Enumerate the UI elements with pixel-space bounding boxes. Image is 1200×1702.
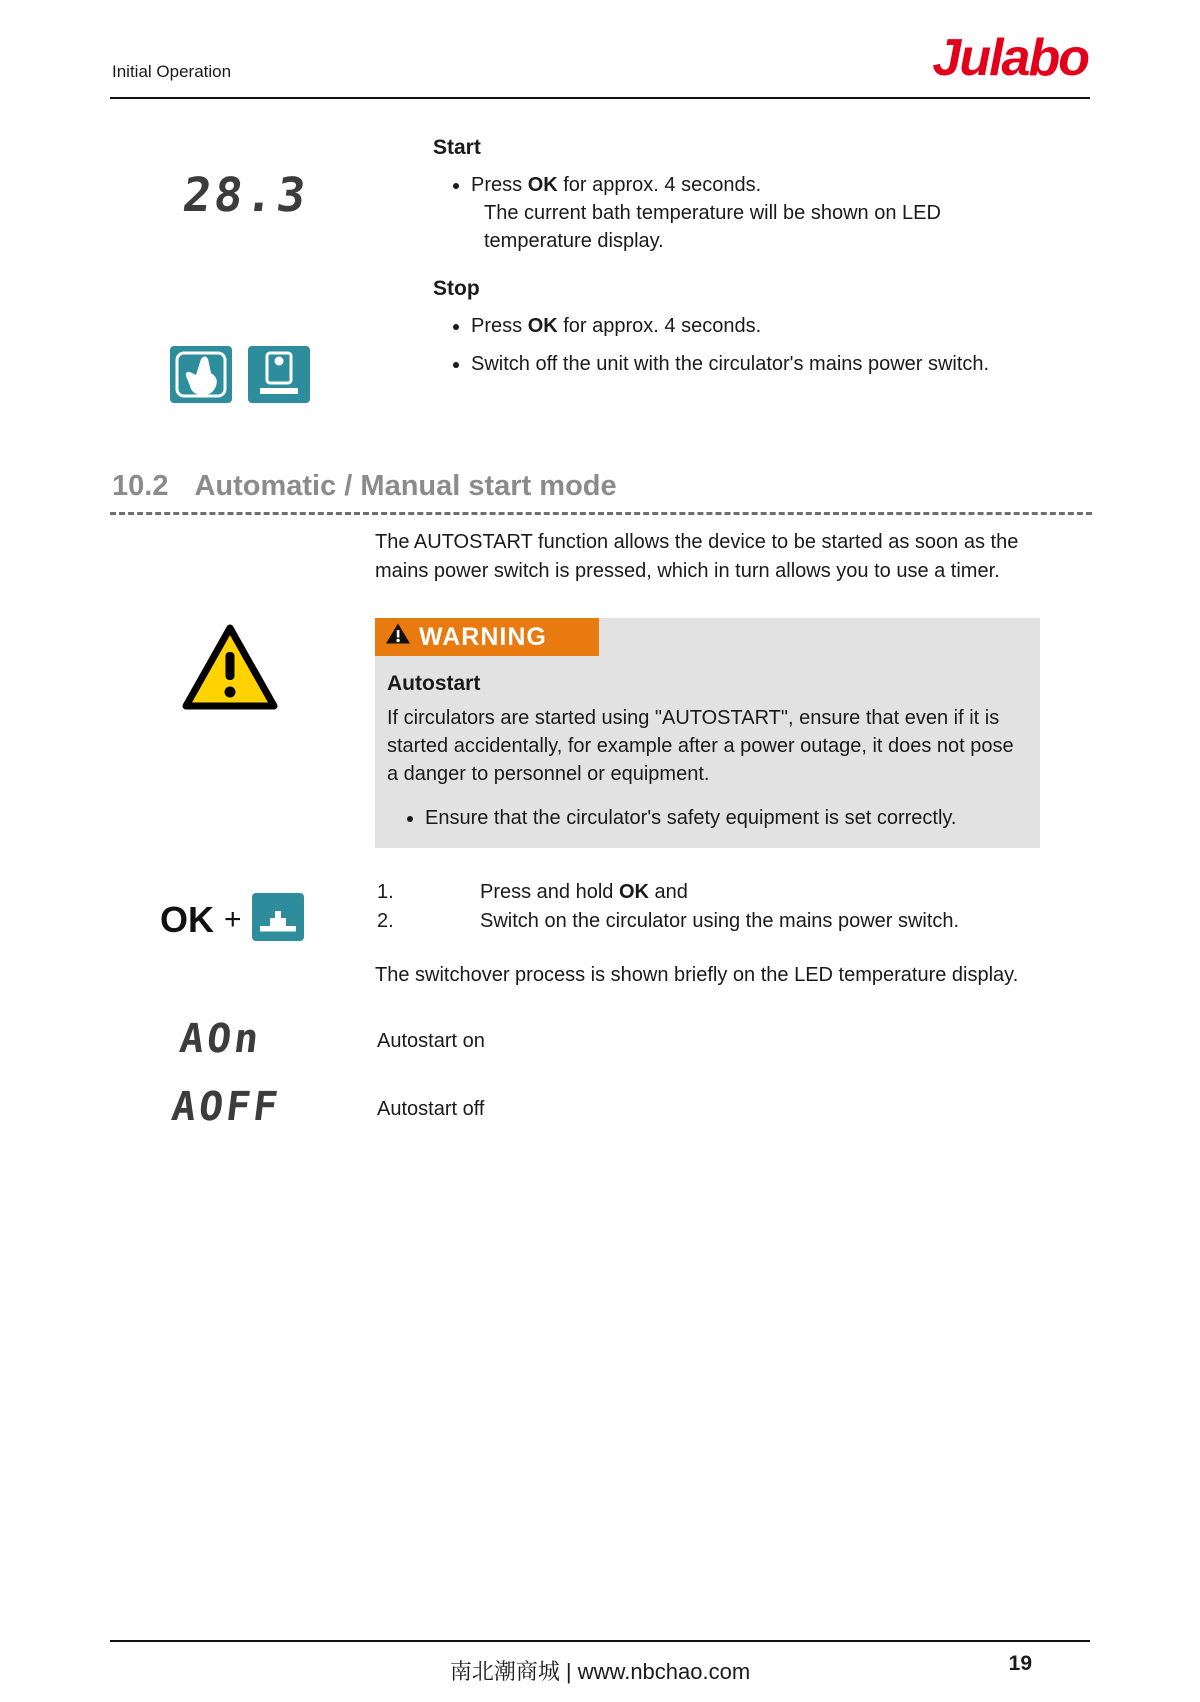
section-divider — [110, 512, 1092, 515]
autostart-on-label: Autostart on — [377, 1030, 485, 1052]
step-text: Press and hold OK and — [480, 881, 688, 903]
warning-banner — [375, 618, 599, 656]
warning-body: If circulators are started using "AUTOSTART", ensure that even if it is started accidentally, for example after a power outage, it does not pose a danger to personnel or equipment. — [387, 707, 1014, 785]
press-ok-text: Press OK for approx. 4 seconds. — [471, 174, 762, 196]
ok-button-label: OK — [160, 898, 214, 940]
header-rule — [110, 97, 1090, 99]
warning-alert-icon — [385, 622, 411, 652]
warning-triangle-icon — [180, 620, 280, 721]
section-number: 10.2 — [112, 470, 169, 502]
section-heading — [112, 470, 617, 503]
intro-paragraph: The AUTOSTART function allows the device to be started as soon as the mains power switch is pressed, which in turn allows you to use a timer. — [375, 531, 1019, 582]
julabo-logo: Julabo — [932, 29, 1088, 87]
autostart-steps — [377, 878, 1037, 936]
stop-instruction-list — [433, 312, 1053, 378]
ok-plus-switch — [160, 893, 304, 946]
note-text: The current bath temperature will be shown on LED temperature display. — [484, 202, 941, 252]
footer-site-text: 南北潮商城 | www.nbchao.com — [449, 1659, 751, 1684]
header-section-label: Initial Operation — [112, 62, 232, 81]
led-display-bath-temp: 28.3 — [179, 168, 312, 223]
switchover-note: The switchover process is shown briefly on the LED temperature display. — [375, 964, 1019, 986]
list-item — [471, 312, 1053, 340]
stop-heading: Stop — [433, 277, 480, 300]
led-display-autostart-off: AOFF — [169, 1084, 284, 1130]
footer-rule — [110, 1640, 1090, 1642]
list-item — [471, 171, 1053, 255]
step-number: 2. — [377, 910, 394, 932]
warning-bullet-list — [387, 804, 1040, 832]
start-instruction-list — [433, 171, 1053, 255]
start-heading: Start — [433, 136, 481, 159]
plus-sign: + — [224, 902, 242, 936]
section-title: Automatic / Manual start mode — [194, 470, 617, 502]
warning-banner-label: WARNING — [419, 622, 547, 651]
page-number: 19 — [1008, 1652, 1032, 1675]
warning-box — [375, 618, 1040, 848]
start-stop-instructions — [433, 136, 1053, 388]
pictogram-group — [170, 346, 310, 408]
step-text: Switch on the circulator using the mains power switch. — [480, 910, 960, 932]
press-ok-text: Press OK for approx. 4 seconds. — [471, 315, 762, 337]
autostart-off-label: Autostart off — [377, 1098, 485, 1120]
mains-power-switch-icon — [248, 346, 310, 408]
step-number: 1. — [377, 881, 394, 903]
press-ok-icon — [170, 346, 232, 408]
step-row — [377, 878, 1037, 907]
warning-title: Autostart — [387, 672, 481, 695]
step-row — [377, 907, 1037, 936]
list-item: • Switch off the unit with the circulator's mains power switch. — [471, 350, 1053, 378]
led-display-autostart-on: AOn — [177, 1016, 265, 1062]
mains-switch-small-icon — [252, 893, 304, 946]
warning-bullet: • Ensure that the circulator's safety equipment is set correctly. — [425, 804, 1040, 832]
